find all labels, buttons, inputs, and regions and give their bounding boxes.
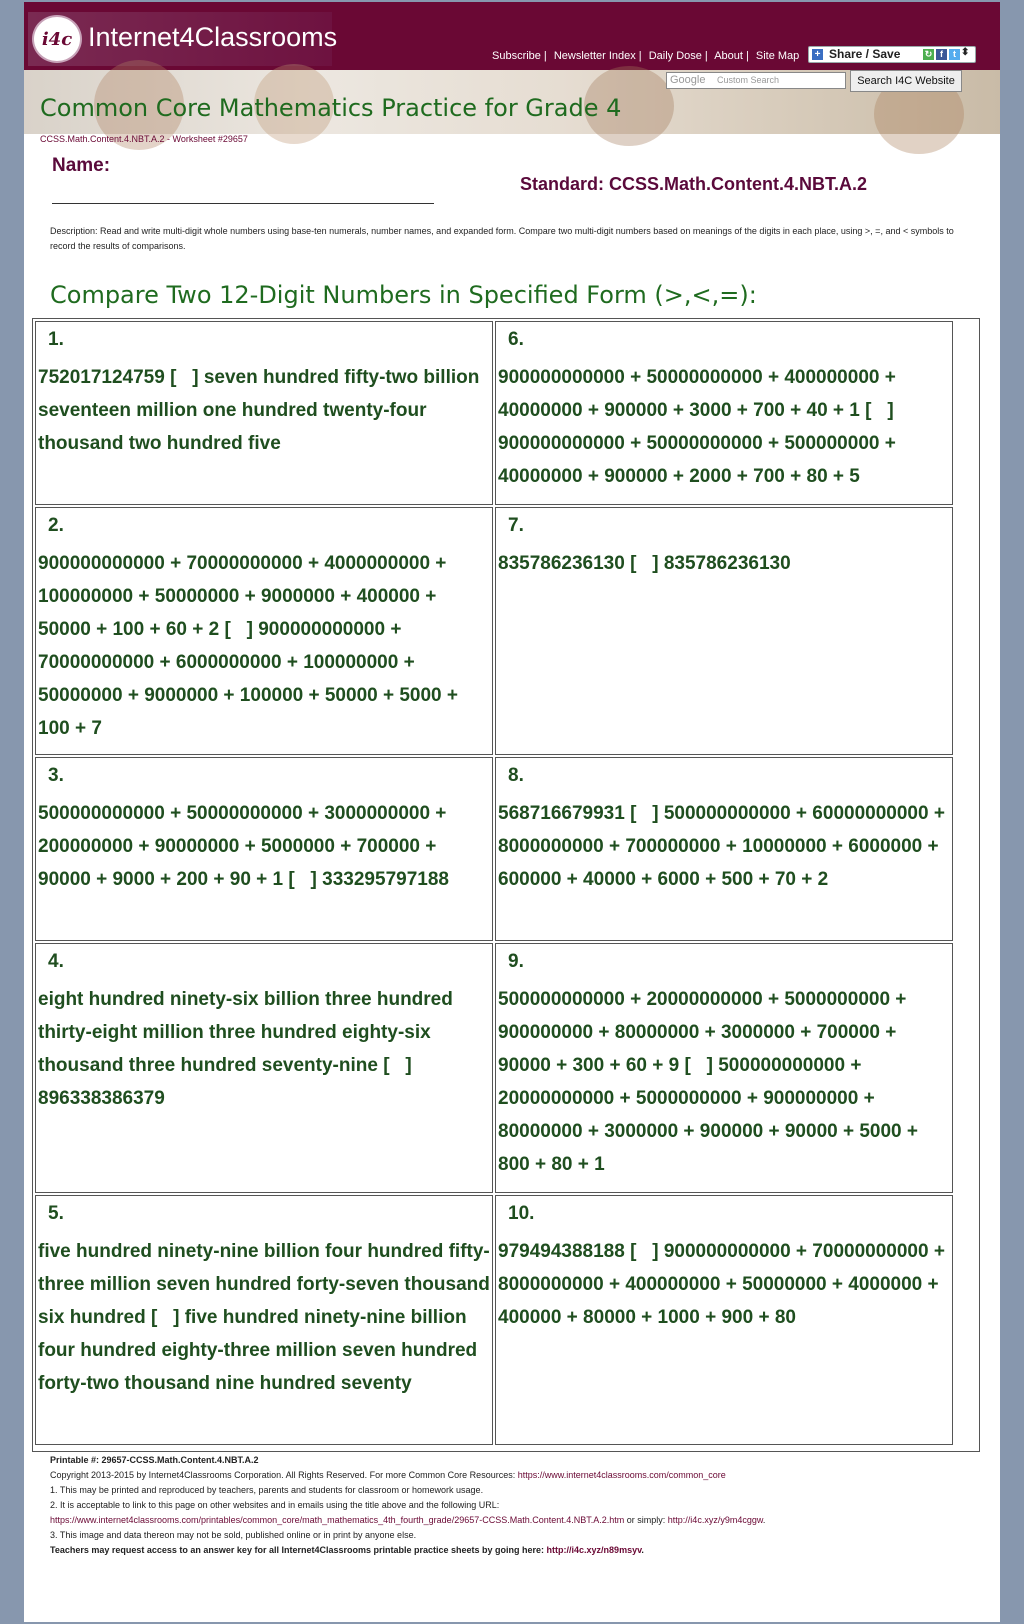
- short-url-link[interactable]: http://i4c.xyz/y9m4cggw: [667, 1515, 763, 1525]
- problem-number: 8.: [508, 765, 524, 786]
- problem-text: 500000000000 + 20000000000 + 5000000000 + 900000000 + 80000000 + 3000000 + 700000 + 90000 + 300 + 60 + 9 [ ] 500000000000 + 20000000000 + 5000000000 + 900000000 + 80000000 + 3000000 + 900000 + 90000 + 5000 + 800 + 80 + 1: [498, 989, 924, 1175]
- share-save-button[interactable]: + Share / Save ↻ f t ⬍: [808, 46, 976, 63]
- search-placeholder: Custom Search: [717, 75, 780, 85]
- problem-cell: [495, 321, 953, 505]
- or-simply-text: or simply:: [624, 1515, 668, 1525]
- logo-badge-icon: i4c: [32, 15, 82, 63]
- problem-cell: [495, 507, 953, 755]
- printable-number: Printable #: 29657-CCSS.Math.Content.4.NBT.A.2: [50, 1455, 259, 1465]
- top-nav: Subscribe | Newsletter Index | Daily Dose | About | Site Map: [492, 50, 800, 62]
- problem-cell: [35, 321, 493, 505]
- site-logo[interactable]: [28, 12, 338, 66]
- problem-number: 7.: [508, 515, 524, 536]
- standard-label: Standard: CCSS.Math.Content.4.NBT.A.2: [520, 174, 868, 194]
- name-label: Name:: [52, 155, 111, 176]
- answer-key-text: Teachers may request access to an answer key for all Internet4Classrooms printable practice sheets by going here:: [50, 1545, 545, 1555]
- nav-subscribe[interactable]: Subscribe: [492, 50, 541, 62]
- problem-cell: [495, 1195, 953, 1445]
- share-green-icon[interactable]: ↻: [924, 49, 933, 59]
- usage-note-2: 2. It is acceptable to link to this page on other websites and in emails using the title above and the following URL:: [50, 1500, 500, 1510]
- problem-number: 6.: [508, 329, 524, 350]
- problem-text: eight hundred ninety-six billion three hundred thirty-eight million three hundred eighty-six thousand three hundred seventy-nine [ ] 896338386379: [38, 989, 459, 1109]
- problem-text: 900000000000 + 50000000000 + 400000000 + 40000000 + 900000 + 3000 + 700 + 40 + 1 [ ] 900000000000 + 50000000000 + 500000000 + 40000000 + 900000 + 2000 + 700 + 80 + 5: [498, 367, 902, 487]
- problem-text: 500000000000 + 50000000000 + 3000000000 + 200000000 + 90000000 + 5000000 + 700000 + 90000 + 9000 + 200 + 90 + 1 [ ] 333295797188: [38, 803, 452, 890]
- nav-about[interactable]: About: [714, 50, 743, 62]
- problem-number: 5.: [48, 1203, 64, 1224]
- problem-number: 3.: [48, 765, 64, 786]
- search-input[interactable]: [666, 72, 846, 89]
- footer: [50, 1453, 980, 1558]
- problem-number: 4.: [48, 951, 64, 972]
- problem-number: 9.: [508, 951, 524, 972]
- site-header: [24, 2, 1000, 70]
- twitter-icon[interactable]: t: [949, 49, 960, 60]
- problem-cell: [35, 1195, 496, 1445]
- page-banner: [24, 70, 1000, 134]
- usage-note-1: 1. This may be printed and reproduced by teachers, parents and students for classroom or homework usage.: [50, 1485, 484, 1495]
- facebook-icon[interactable]: f: [936, 49, 947, 60]
- problem-text: 568716679931 [ ] 500000000000 + 60000000000 + 8000000000 + 700000000 + 10000000 + 6000000 + 600000 + 40000 + 6000 + 500 + 70 + 2: [498, 803, 951, 890]
- answer-key-line: Teachers may request access to an answer key for all Internet4Classrooms printable practice sheets by going here: http://i4c.xyz/n89msyv.: [50, 1545, 644, 1555]
- problem-number: 2.: [48, 515, 64, 536]
- problem-number: 1.: [48, 329, 64, 350]
- nav-newsletter-index[interactable]: Newsletter Index: [553, 50, 636, 62]
- google-logo: Google: [670, 74, 706, 86]
- long-url-link[interactable]: https://www.internet4classrooms.com/printables/common_core/math_mathematics_4th_fourth_grade/29657-CCSS.Math.Content.4.NBT.A.2.htm: [50, 1515, 625, 1525]
- problem-cell: [35, 943, 493, 1193]
- share-plus-icon: +: [812, 49, 823, 60]
- problem-text: 835786236130 [ ] 835786236130: [498, 553, 791, 574]
- problem-text: 900000000000 + 70000000000 + 4000000000 + 100000000 + 50000000 + 9000000 + 400000 + 50000 + 100 + 60 + 2 [ ] 900000000000 + 70000000000 + 6000000000 + 100000000 + 50000000 + 9000000 + 100000 + 50000 + 5000 + 100 + 7: [38, 553, 464, 739]
- problems-table: [32, 318, 980, 1452]
- usage-note-3: 3. This image and data thereon may not be sold, published online or in print by anyone else.: [50, 1530, 417, 1540]
- problem-cell: [495, 943, 953, 1193]
- worksheet-page: [24, 2, 1000, 1622]
- problem-cell: [495, 757, 953, 941]
- name-line: [52, 203, 434, 204]
- nav-daily-dose[interactable]: Daily Dose: [648, 50, 702, 62]
- problem-text: five hundred ninety-nine billion four hundred fifty-three million seven hundred forty-seven thousand six hundred [ ] five hundred ninety-nine billion four hundred eighty-three million seven hundred forty-two thousand nine hundred seventy: [38, 1241, 496, 1394]
- copyright-line: [50, 1468, 980, 1483]
- problem-cell: [35, 757, 493, 941]
- search-button[interactable]: Search I4C Website: [850, 70, 962, 92]
- worksheet-id: CCSS.Math.Content.4.NBT.A.2 - Worksheet #29657: [40, 134, 248, 144]
- nav-site-map[interactable]: Site Map: [755, 50, 800, 62]
- problem-number: 10.: [508, 1203, 535, 1224]
- problem-cell: [35, 507, 493, 755]
- page-title: Common Core Mathematics Practice for Grade 4: [40, 94, 622, 122]
- share-caret-icon[interactable]: ⬍: [961, 47, 970, 58]
- logo-text: Internet4Classrooms: [88, 22, 338, 52]
- problem-text: 752017124759 [ ] seven hundred fifty-two billion seventeen million one hundred twenty-four thousand two hundred five: [38, 367, 485, 454]
- common-core-link[interactable]: https://www.internet4classrooms.com/common_core: [517, 1470, 726, 1480]
- copyright-text: Copyright 2013-2015 by Internet4Classrooms Corporation. All Rights Reserved. For more Common Core Resources:: [50, 1470, 516, 1480]
- problem-text: 979494388188 [ ] 900000000000 + 70000000000 + 8000000000 + 400000000 + 50000000 + 4000000 + 400000 + 80000 + 1000 + 900 + 80: [498, 1241, 951, 1328]
- answer-key-link[interactable]: http://i4c.xyz/n89msyv: [546, 1545, 642, 1555]
- description: Description: Read and write multi-digit whole numbers using base-ten numerals, number names, and expanded form. Compare two multi-digit numbers based on meanings of the digits in each place, using >, =, and < symbols to record the results of comparisons.: [50, 226, 954, 251]
- section-title: Compare Two 12-Digit Numbers in Specified Form (>,<,=):: [50, 281, 757, 309]
- url-line: https://www.internet4classrooms.com/printables/common_core/math_mathematics_4th_fourth_grade/29657-CCSS.Math.Content.4.NBT.A.2.htm or simply: http://i4c.xyz/y9m4cggw.: [50, 1515, 766, 1525]
